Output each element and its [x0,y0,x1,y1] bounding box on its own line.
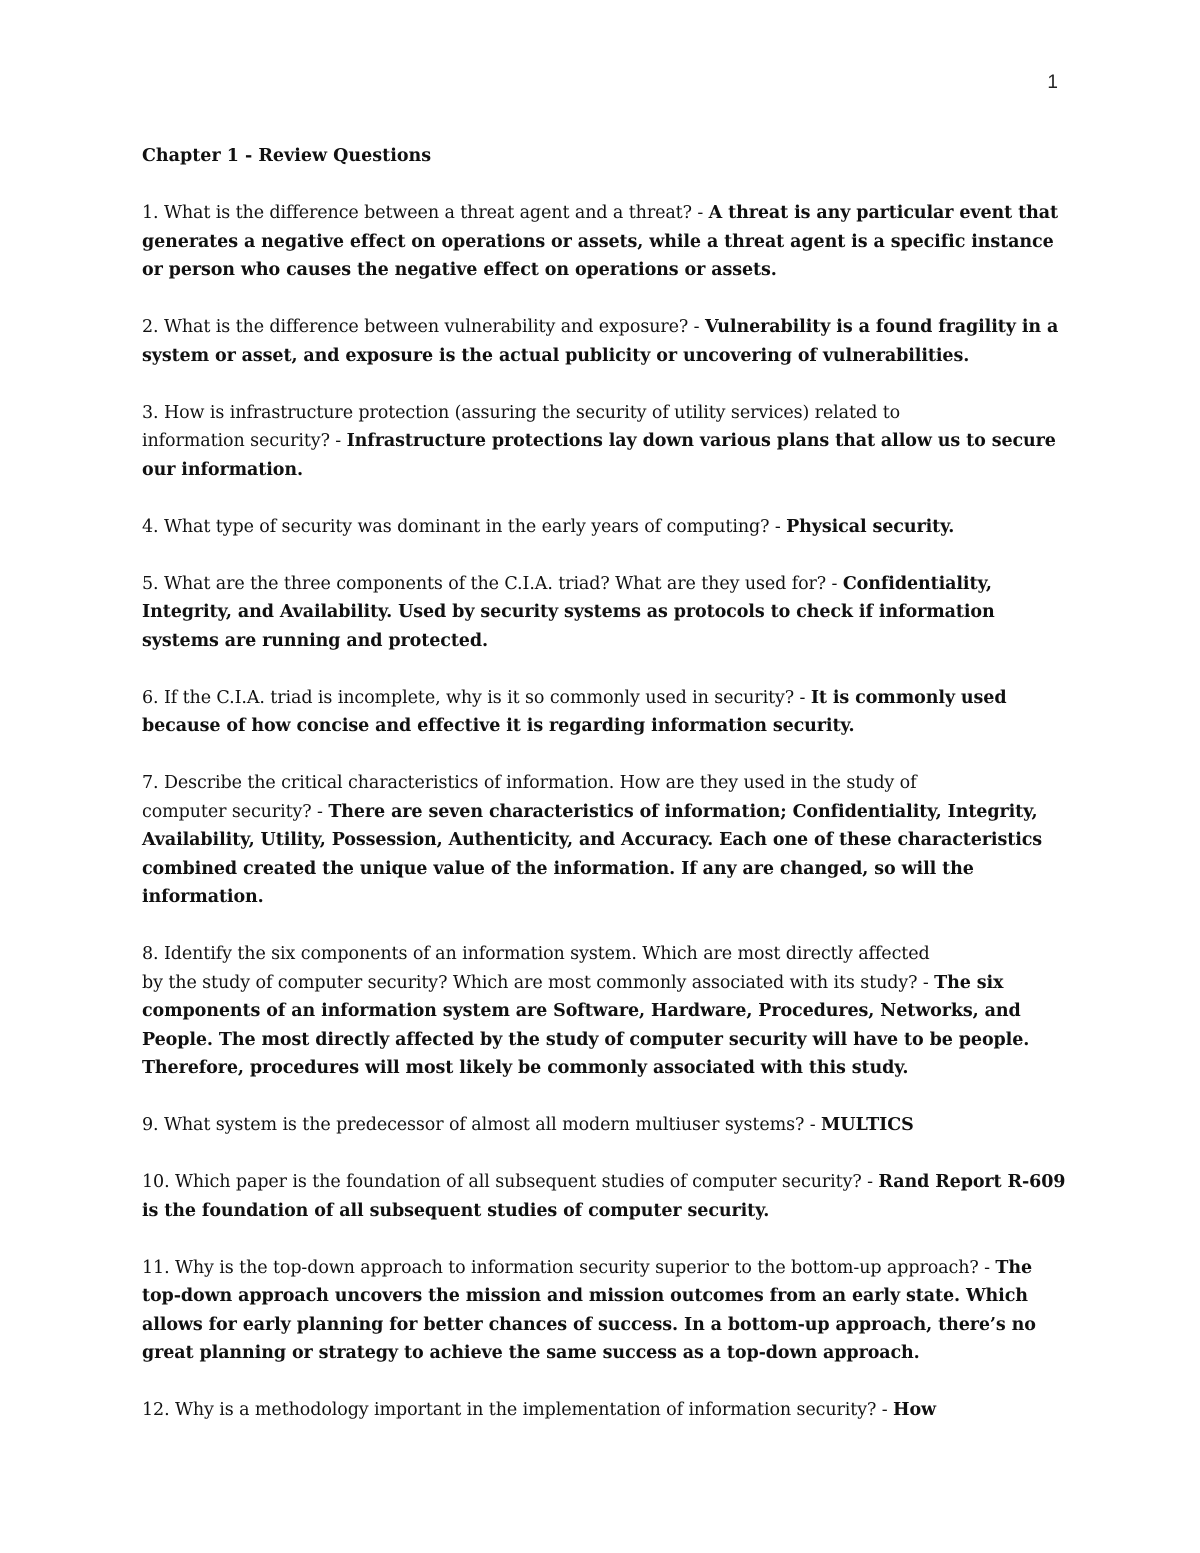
page-number: 1 [1047,72,1058,93]
qa-item-9 [142,1111,1072,1140]
question-text: information security? - [142,431,347,451]
question-text-line-1: 8. Identify the six components of an information system. Which are most directly affected [142,944,930,964]
answer-text: A threat is any particular event that generates a negative effect on operations or assets, while a threat agent is a specific instance or person who causes the negative effect on operations or assets. [142,203,1058,280]
answer-text: Infrastructure protections lay down various plans that allow us to secure our information. [142,431,1056,480]
qa-item-1 [142,199,1072,285]
question-text: 4. What type of security was dominant in the early years of computing? - [142,516,787,537]
question-text: 6. If the C.I.A. triad is incomplete, why is it so commonly used in security? - [142,687,811,708]
answer-text: Rand Report R-609 is the foundation of all subsequent studies of computer security. [142,1172,1066,1221]
question-text: 10. Which paper is the foundation of all subsequent studies of computer security? - [142,1172,879,1192]
question-text-line-1: 3. How is infrastructure protection (assuring the security of utility services) related to [142,402,901,423]
answer-text: It is commonly used because of how concise and effective it is regarding information security. [142,687,1007,736]
question-text: by the study of computer security? Which are most commonly associated with its study? - [142,972,935,993]
answer-text: Physical security. [786,516,955,537]
chapter-title: Chapter 1 - Review Questions [142,146,432,166]
question-text: 12. Why is a methodology important in the implementation of information security? - [142,1400,894,1420]
question-text: 11. Why is the top-down approach to information security superior to the bottom-up approach? - [142,1257,996,1278]
qa-item-10 [142,1168,1072,1225]
question-text-line-1: 7. Describe the critical characteristics of information. How are they used in the study of [142,773,917,793]
answer-text: How [893,1400,937,1420]
question-text: 9. What system is the predecessor of almost all modern multiuser systems? - [142,1115,822,1135]
question-text: computer security? - [142,801,329,822]
qa-item-7 [142,769,1072,912]
answer-text: The top-down approach uncovers the mission and mission outcomes from an early state. Which allows for early planning for better chances of success. In a bottom-up approach, there’s no great planning or strategy to achieve the same success as a top-down approach. [142,1257,1036,1363]
question-text: 5. What are the three components of the C.I.A. triad? What are they used for? - [142,573,843,594]
qa-item-2 [142,313,1072,370]
question-text: 2. What is the difference between vulnerability and exposure? - [142,317,705,337]
answer-text: There are seven characteristics of information; Confidentiality, Integrity, Availability, Utility, Possession, Authenticity, and Accuracy. Each one of these characteristics combined created the unique value of the information. If any are changed, so will the information. [142,801,1043,907]
qa-item-3 [142,399,1072,485]
document-body [142,142,1072,1453]
qa-item-5 [142,570,1072,656]
qa-item-12 [142,1396,1072,1425]
answer-text: MULTICS [821,1115,914,1135]
question-text: 1. What is the difference between a threat agent and a threat? - [142,203,709,223]
answer-text: The six components of an information system are Software, Hardware, Procedures, Networks, and People. The most directly affected by the study of computer security will have to be people. Therefore, procedures will most likely be commonly associated with this study. [142,972,1030,1078]
answer-text: Vulnerability is a found fragility in a system or asset, and exposure is the actual publicity or uncovering of vulnerabilities. [142,317,1059,366]
qa-item-8 [142,940,1072,1083]
qa-item-4 [142,513,1072,542]
answer-text: Confidentiality, Integrity, and Availability. Used by security systems as protocols to check if information systems are running and protected. [142,573,995,651]
qa-item-11 [142,1254,1072,1368]
qa-item-6 [142,684,1072,741]
